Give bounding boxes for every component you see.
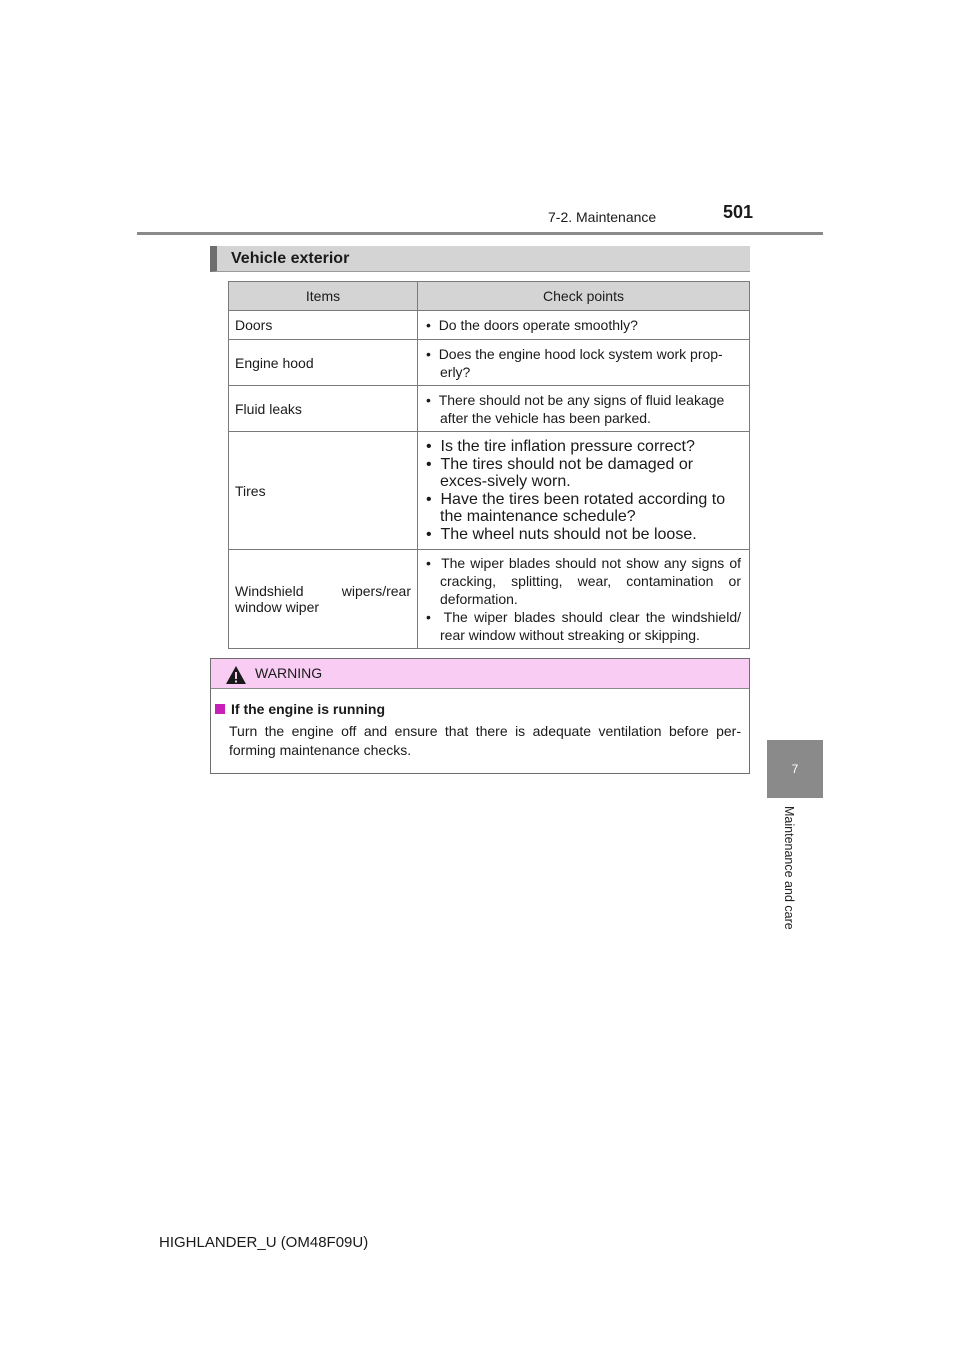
- row-points: [418, 311, 750, 340]
- warning-triangle-icon: [225, 665, 247, 685]
- column-header-check-points: Check points: [418, 282, 750, 311]
- section-header: [210, 246, 750, 272]
- bullet-square-icon: [215, 704, 225, 714]
- check-point: • The wheel nuts should not be loose.: [426, 526, 741, 544]
- table-row: [229, 386, 750, 432]
- table-header-row: [229, 282, 750, 311]
- page-number: 501: [723, 202, 754, 222]
- check-point: • The wiper blades should clear the windshield/ rear window without streaking or skipping.: [426, 608, 741, 644]
- column-header-items: Items: [229, 282, 418, 311]
- table-row: [229, 311, 750, 340]
- check-table: [228, 281, 750, 649]
- side-tab: 7: [767, 740, 823, 798]
- section-title: Vehicle exterior: [231, 250, 350, 267]
- row-item: Doors: [229, 311, 418, 340]
- row-points: [418, 340, 750, 386]
- warning-title-text: If the engine is running: [231, 701, 385, 717]
- check-point: • Does the engine hood lock system work prop-erly?: [426, 345, 741, 381]
- table-row: [229, 550, 750, 649]
- warning-header: [211, 659, 749, 689]
- row-item: Windshield wipers/rear window wiper: [229, 550, 418, 649]
- warning-title: [211, 701, 385, 717]
- row-item: Fluid leaks: [229, 386, 418, 432]
- warning-box: [210, 658, 750, 774]
- table-row: [229, 340, 750, 386]
- row-item: Engine hood: [229, 340, 418, 386]
- header-section: 7-2. Maintenance: [548, 209, 657, 225]
- row-points: [418, 550, 750, 649]
- row-item: Tires: [229, 432, 418, 550]
- check-point: • There should not be any signs of fluid leakage after the vehicle has been parked.: [426, 391, 741, 427]
- side-label: Maintenance and care: [782, 806, 796, 930]
- check-point: • Have the tires been rotated according to the maintenance schedule?: [426, 491, 741, 526]
- warning-label: WARNING: [255, 665, 323, 681]
- row-points: [418, 386, 750, 432]
- check-point: • Do the doors operate smoothly?: [426, 316, 741, 334]
- warning-text: Turn the engine off and ensure that there is adequate ventilation before per-forming maintenance checks.: [229, 723, 741, 758]
- header-rule: [137, 232, 823, 235]
- footer-model: HIGHLANDER_U (OM48F09U): [159, 1234, 369, 1251]
- check-point: • The tires should not be damaged or exces-sively worn.: [426, 456, 741, 491]
- check-point: • Is the tire inflation pressure correct?: [426, 438, 741, 456]
- table-row: [229, 432, 750, 550]
- check-point: • The wiper blades should not show any signs of cracking, splitting, wear, contamination or deformation.: [426, 554, 741, 608]
- row-points: [418, 432, 750, 550]
